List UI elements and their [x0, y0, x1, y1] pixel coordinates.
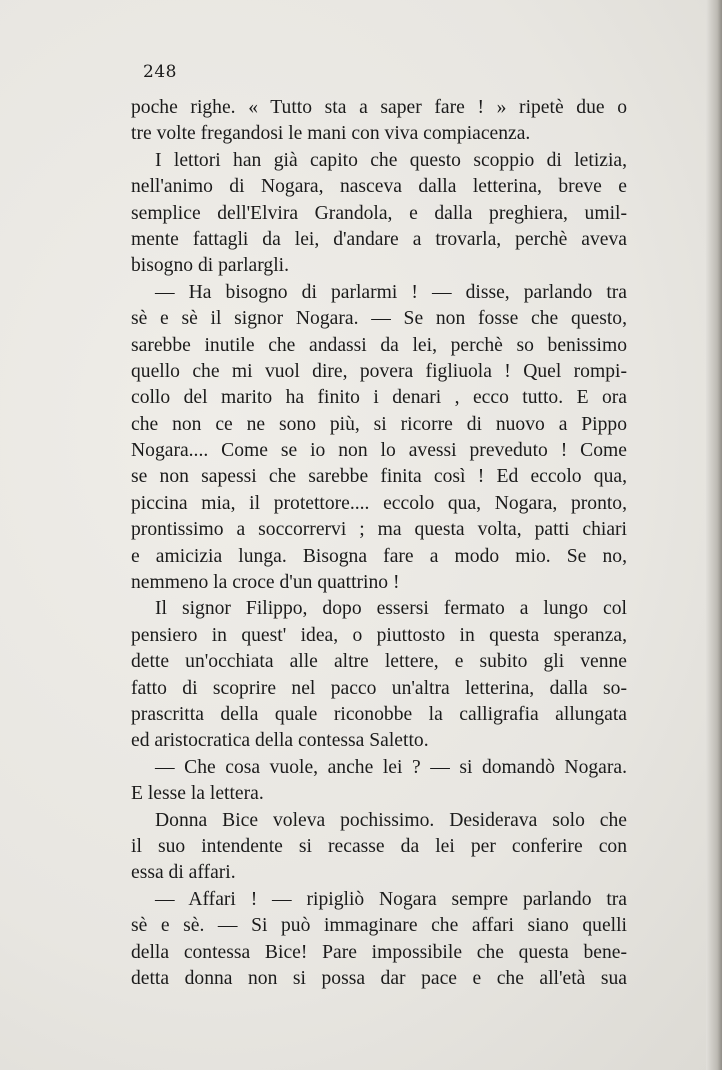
text-line: fatto di scoprire nel pacco un'altra letterina, dalla so-: [131, 677, 627, 699]
text-line: prontissimo a soccorrervi ; ma questa volta, patti chiari: [131, 519, 627, 541]
text-line: nell'animo di Nogara, nasceva dalla letterina, breve e: [131, 176, 627, 198]
text-line: sarebbe inutile che andassi da lei, perchè so benissimo: [131, 334, 627, 356]
text-line: piccina mia, il protettore.... eccolo qua, Nogara, pronto,: [131, 492, 627, 514]
text-line: ed aristocratica della contessa Saletto.: [131, 730, 429, 752]
text-line: bisogno di parlargli.: [131, 255, 290, 277]
text-line: poche righe. « Tutto sta a saper fare ! » ripetè due o: [131, 97, 627, 118]
text-line: detta donna non si possa dar pace e che all'età sua: [131, 967, 627, 989]
text-line: il suo intendente si recasse da lei per conferire con: [131, 835, 627, 857]
text-line: che non ce ne sono più, si ricorre di nuovo a Pippo: [131, 413, 627, 435]
text-line: I lettori han già capito che questo scoppio di letizia,: [155, 149, 627, 171]
text-line: — Ha bisogno di parlarmi ! — disse, parlando tra: [155, 281, 627, 303]
page-number: 248: [143, 62, 177, 82]
text-line: Nogara.... Come se io non lo avessi preveduto ! Come: [131, 440, 627, 462]
page-edge-shadow: [706, 0, 722, 1070]
text-line: dette un'occhiata alle altre lettere, e subito gli venne: [131, 651, 627, 673]
body-text: [131, 95, 627, 992]
text-line: sè e sè il signor Nogara. — Se non fosse che questo,: [131, 308, 627, 330]
text-line: — Affari ! — ripigliò Nogara sempre parlando tra: [155, 888, 627, 910]
text-line: mente fattagli da lei, d'andare a trovarla, perchè aveva: [131, 228, 627, 250]
text-line: collo del marito ha finito i denari , ecco tutto. E ora: [131, 387, 627, 409]
text-line: della contessa Bice! Pare impossibile che questa bene-: [131, 941, 627, 963]
text-line: prascritta della quale riconobbe la calligrafia allungata: [131, 703, 627, 725]
text-line: semplice dell'Elvira Grandola, e dalla preghiera, umil-: [131, 202, 627, 224]
text-line: se non sapessi che sarebbe finita così ! Ed eccolo qua,: [131, 466, 627, 488]
text-line: essa di affari.: [131, 862, 236, 884]
text-line: e amicizia lunga. Bisogna fare a modo mio. Se no,: [131, 545, 627, 567]
text-line: Il signor Filippo, dopo essersi fermato a lungo col: [155, 598, 627, 620]
text-line: E lesse la lettera.: [131, 783, 264, 805]
text-line: tre volte fregandosi le mani con viva compiacenza.: [131, 123, 531, 145]
text-line: — Che cosa vuole, anche lei ? — si domandò Nogara.: [155, 756, 627, 778]
text-line: nemmeno la croce d'un quattrino !: [131, 572, 400, 594]
text-line: pensiero in quest' idea, o piuttosto in questa speranza,: [131, 624, 627, 646]
text-line: Donna Bice voleva pochissimo. Desiderava solo che: [155, 809, 627, 831]
text-line: sè e sè. — Si può immaginare che affari siano quelli: [131, 915, 627, 937]
text-line: quello che mi vuol dire, povera figliuola ! Quel rompi-: [131, 360, 627, 382]
